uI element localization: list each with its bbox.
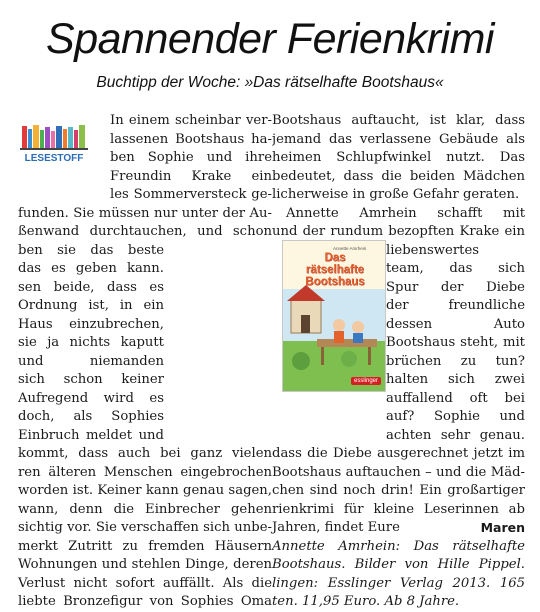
text-line: team, das sich	[386, 261, 525, 276]
text-line: auffallend oft bei	[386, 390, 525, 406]
text-line: les Sommerversteck ge-	[110, 187, 272, 202]
text-line: halten sich zwei	[386, 372, 525, 387]
text-line: Freundin Krake ein	[110, 168, 272, 184]
text-line: bedeutet, dass die beiden Mädchen	[272, 168, 525, 184]
text-line: wann, denn die Einbrecher gehen	[18, 501, 272, 517]
headline: Spannender Ferienkrimi	[46, 15, 494, 63]
cover-author: Annette Amrhein	[333, 246, 367, 251]
text-line: Bootshaus steht, mit	[386, 335, 525, 350]
text-line: worden ist. Keiner kann genau sagen,	[18, 483, 272, 498]
text-line: dessen Auto	[386, 316, 525, 332]
text-line: Bootshaus auftaucht, ist klar, dass	[272, 113, 525, 128]
text-line: rienkrimi für kleine Leserinnen ab	[272, 501, 525, 517]
text-line: ßenwand durchtauchen, und schon	[18, 224, 272, 239]
text-line: Einbruch meldet und	[18, 427, 164, 443]
left-column	[18, 112, 272, 612]
text-line: funden. Sie müssen nur unter der Au-	[18, 205, 272, 221]
text-line: licherweise in große Gefahr geraten.	[272, 187, 520, 202]
text-line: Aufregend wird es	[18, 390, 164, 406]
text-line: chen sind noch drin! Ein großartiger	[272, 483, 525, 498]
text-line: doch, als Sophies	[18, 409, 164, 424]
logo-text: LESESTOFF	[24, 153, 84, 164]
text-line: sen beide, dass es	[18, 279, 164, 295]
text-line: auf? Sophie und	[386, 409, 525, 424]
credit-line: ten. 11,95 Euro. Ab 8 Jahre.	[272, 594, 460, 609]
text-line: dass die Diebe ausgerechnet jetzt im	[272, 446, 525, 461]
text-line: kommt, dass auch bei ganz vielen	[18, 446, 272, 461]
credit-line: Bootshaus. Bilder von Hille Pippel.	[272, 557, 525, 572]
text-line: Bootshaus auftauchen – und die Mäd-	[272, 464, 525, 480]
text-line: jemand das verlassene Gebäude als	[272, 131, 525, 147]
credit-line: Annette Amrhein: Das rätselhafte	[272, 538, 525, 554]
cover-publisher: esslinger	[351, 377, 381, 385]
text-line: Spur der Diebe	[386, 279, 525, 295]
text-line: ben sie das beste	[18, 242, 164, 258]
credit-line: lingen: Esslinger Verlag 2013. 165	[272, 575, 525, 591]
text-line: lassenen Bootshaus ha-	[110, 131, 272, 147]
cover-title-line: rätselhafte	[305, 264, 365, 276]
text-line: sie ja nichts kaputt	[18, 335, 164, 350]
text-line: und niemanden	[18, 353, 164, 369]
text-line: heimen Schlupfwinkel nutzt. Das	[272, 150, 525, 165]
text-line: Annette Amrhein schafft mit	[286, 205, 525, 221]
text-line: und der rundum bezopften Krake ein	[272, 224, 525, 239]
text-line: ben Sophie und ihre	[110, 150, 272, 165]
text-line: das es geben kann.	[18, 261, 164, 276]
text-line: In einem scheinbar ver-	[110, 113, 272, 128]
text-line: der freundliche	[386, 298, 525, 313]
text-line: achten sehr genau.	[386, 427, 525, 443]
text-line: liebenswertes	[386, 242, 480, 258]
cover-title-line: Bootshaus	[305, 276, 365, 288]
text-line: Haus einzubrechen,	[18, 316, 164, 332]
text-line: Verlust nicht sofort auffällt. Als die	[18, 575, 272, 591]
text-line: sichtig vor. Sie verschaffen sich unbe-	[18, 520, 272, 535]
subline: Buchtipp der Woche: »Das rätselhafte Bootshaus«	[96, 74, 444, 91]
text-line: Ordnung ist, in ein	[18, 298, 164, 313]
text-line: ren älteren Menschen eingebrochen	[18, 464, 272, 480]
signature: Maren	[480, 520, 525, 535]
text-line: merkt Zutritt zu fremden Häusern	[18, 538, 272, 554]
closing-line	[272, 519, 525, 538]
closing-text: Jahren, findet Eure	[272, 520, 400, 535]
text-line: sich schon keiner	[18, 372, 164, 387]
right-column	[272, 112, 525, 612]
cover-title-line: Das	[324, 252, 346, 264]
text-line: Wohnungen und stehlen Dinge, deren	[18, 557, 272, 572]
text-line: brüchen zu tun?	[386, 353, 525, 369]
text-line: liebte Bronzefigur von Sophies Oma	[18, 594, 272, 609]
